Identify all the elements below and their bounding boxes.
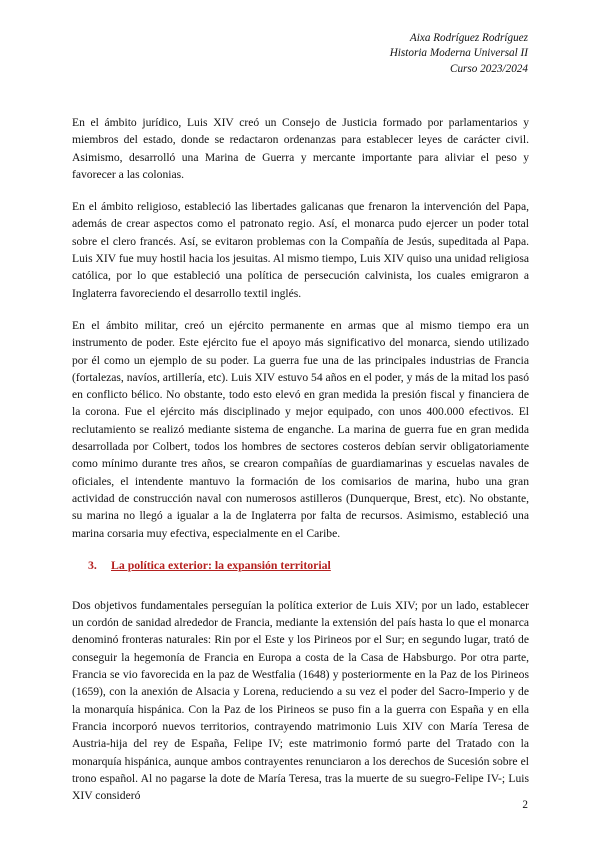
course-year: Curso 2023/2024 — [449, 62, 528, 75]
author-name: Aixa Rodríguez Rodríguez — [409, 32, 528, 44]
course-name: Historia Moderna Universal II — [389, 47, 528, 60]
section-title: La política exterior: la expansión territorial — [111, 557, 331, 572]
paragraph-religious: En el ámbito religioso, estableció las libertades galicanas que frenaron la intervención del Papa, además de crear aspectos como el patronato regio. Así, el monarca pudo ejercer un poder total sobre el clero francés. Así, se evitaron problemas con la Compañía de Jesús, supeditada al Papa. Luis XIV fue muy hostil hacia los jesuitas. Al mismo tiempo, Luis XIV quiso una unidad religiosa católica, por lo que estableció una política de persecución calvinista, los cuales emigraron a Inglaterra favoreciendo el desarrollo textil inglés. — [72, 200, 529, 300]
document-body — [72, 114, 529, 819]
page-number: 2 — [522, 799, 528, 811]
paragraph-juridical: En el ámbito jurídico, Luis XIV creó un Consejo de Justicia formado por parlamentarios y miembros del estado, donde se redactaron ordenanzas para establecer leyes de carácter civil. Asimismo, desarrolló una Marina de Guerra y mercante importante para aliviar el peso y favorecer a las colonias. — [72, 116, 529, 181]
section-number: 3. — [88, 557, 97, 572]
paragraph-military: En el ámbito militar, creó un ejército permanente en armas que al mismo tiempo era un instrumento de poder. Este ejército fue el apoyo más significativo del monarca, siendo utilizado por él como un ejemplo de su poder. La guerra fue una de las principales industrias de Francia (fortalezas, navíos, artillería, etc). Luis XIV estuvo 54 años en el poder, y más de la mitad los pasó en conflicto bélico. No obstante, todo esto elevó en gran medida la presión fiscal y financiera de la corona. Fue el ejército más disciplinado y mejor equipado, con unos 400.000 efectivos. El reclutamiento se realizó mediante sistema de enganche. La marina de guerra fue en gran medida desarrollada por Colbert, todos los hombres de sectores costeros debían servir obligatoriamente como mínimo durante tres años, se crearon compañías de guardiamarinas y escuelas navales de oficiales, el intendente mantuvo la formación de los comisarios de marina, hubo una gran actividad de construcción naval con numerosos astilleros (Dunquerque, Brest, etc). No obstante, su marina no llegó a igualar a la de Inglaterra por falta de recursos. Asimismo, estableció una marina corsaria muy efectiva, especialmente en el Caribe. — [72, 318, 529, 540]
section-heading — [88, 557, 529, 573]
page-header — [390, 31, 528, 77]
paragraph-foreign-policy: Dos objetivos fundamentales perseguían la política exterior de Luis XIV; por un lado, establecer un cordón de sanidad alrededor de Francia, mediante la extensión del país hasta lo que el monarca denominó fronteras naturales: Rin por el Este y los Pirineos por el Sur; en segundo lugar, trató de conseguir la hegemonía de Francia en Europa a costa de la Casa de Habsburgo. Por otra parte, Francia se vio favorecida en la paz de Westfalia (1648) y posteriormente en la Paz de los Pirineos (1659), con la anexión de Alsacia y Lorena, reduciendo a su vez el poder del Sacro-Imperio y de la monarquía hispánica. Con la Paz de los Pirineos se puso fin a la guerra con España y en ella Francia incorporó nuevos territorios, contrayendo matrimonio Luis XIV con María Teresa de Austria-hija del rey de España, Felipe IV; este matrimonio formó parte del Tratado con la monarquía hispánica, aunque ambos contrayentes renunciaron a los derechos de Sucesión sobre el trono español. Al no pagarse la dote de María Teresa, tras la muerte de su suegro-Felipe IV-; Luis XIV consideró — [72, 598, 529, 803]
